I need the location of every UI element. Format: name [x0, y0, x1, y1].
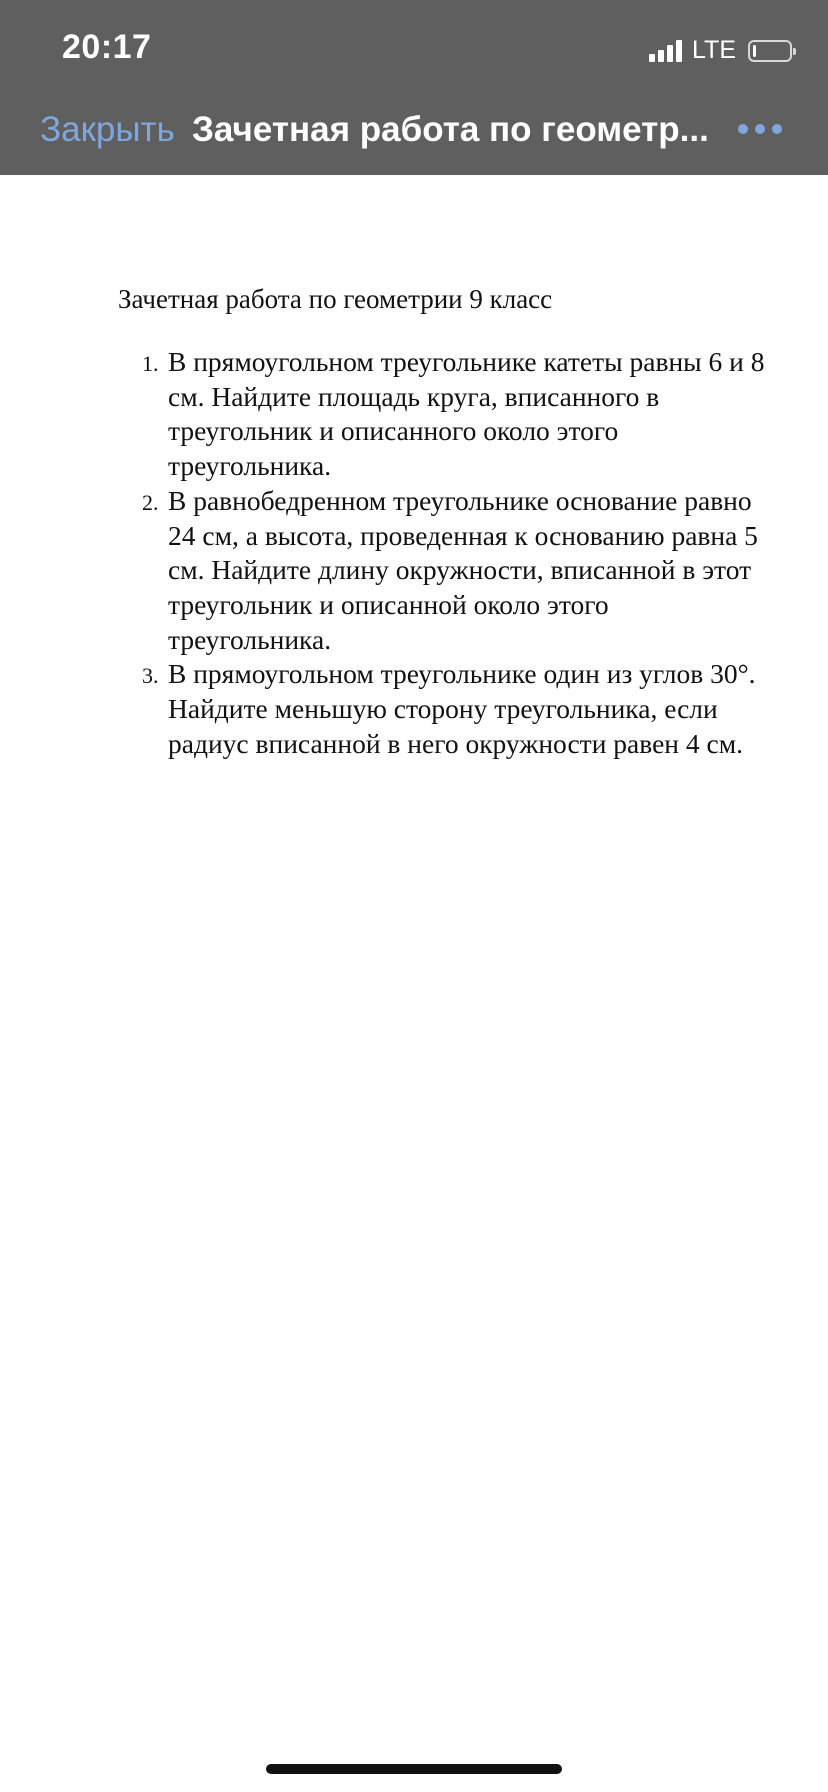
- list-item: [118, 484, 778, 658]
- home-indicator[interactable]: [266, 1764, 562, 1774]
- list-item-text: В прямоугольном треугольнике один из углов 30°. Найдите меньшую сторону треугольника, если радиус вписанной в него окружности равен 4 см.: [168, 658, 756, 759]
- network-label: LTE: [692, 36, 736, 64]
- close-button[interactable]: Закрыть: [40, 110, 175, 149]
- list-item-text: В прямоугольном треугольнике катеты равны 6 и 8 см. Найдите площадь круга, вписанного в треугольник и описанного около этого треугольника.: [168, 346, 765, 482]
- ellipsis-icon[interactable]: [738, 124, 782, 134]
- list-item-number: 2.: [142, 489, 159, 515]
- list-item-number: 3.: [142, 663, 159, 689]
- list-item: [118, 657, 778, 761]
- signal-icon: [649, 40, 682, 62]
- list-item: [118, 345, 778, 484]
- document-title: Зачетная работа по геометр...: [192, 110, 709, 149]
- list-item-text: В равнобедренном треугольнике основание равно 24 см, а высота, проведенная к основанию равна 5 см. Найдите длину окружности, вписанной в этот треугольник и описанной около этого треугольника.: [168, 484, 758, 655]
- task-list: [118, 345, 778, 761]
- battery-icon: [748, 40, 792, 62]
- status-indicators: [649, 36, 792, 65]
- list-item-number: 1.: [142, 351, 159, 376]
- document-heading: Зачетная работа по геометрии 9 класс: [118, 284, 553, 314]
- document-page: [118, 282, 778, 761]
- status-time: 20:17: [62, 28, 152, 66]
- top-bar: [0, 0, 828, 175]
